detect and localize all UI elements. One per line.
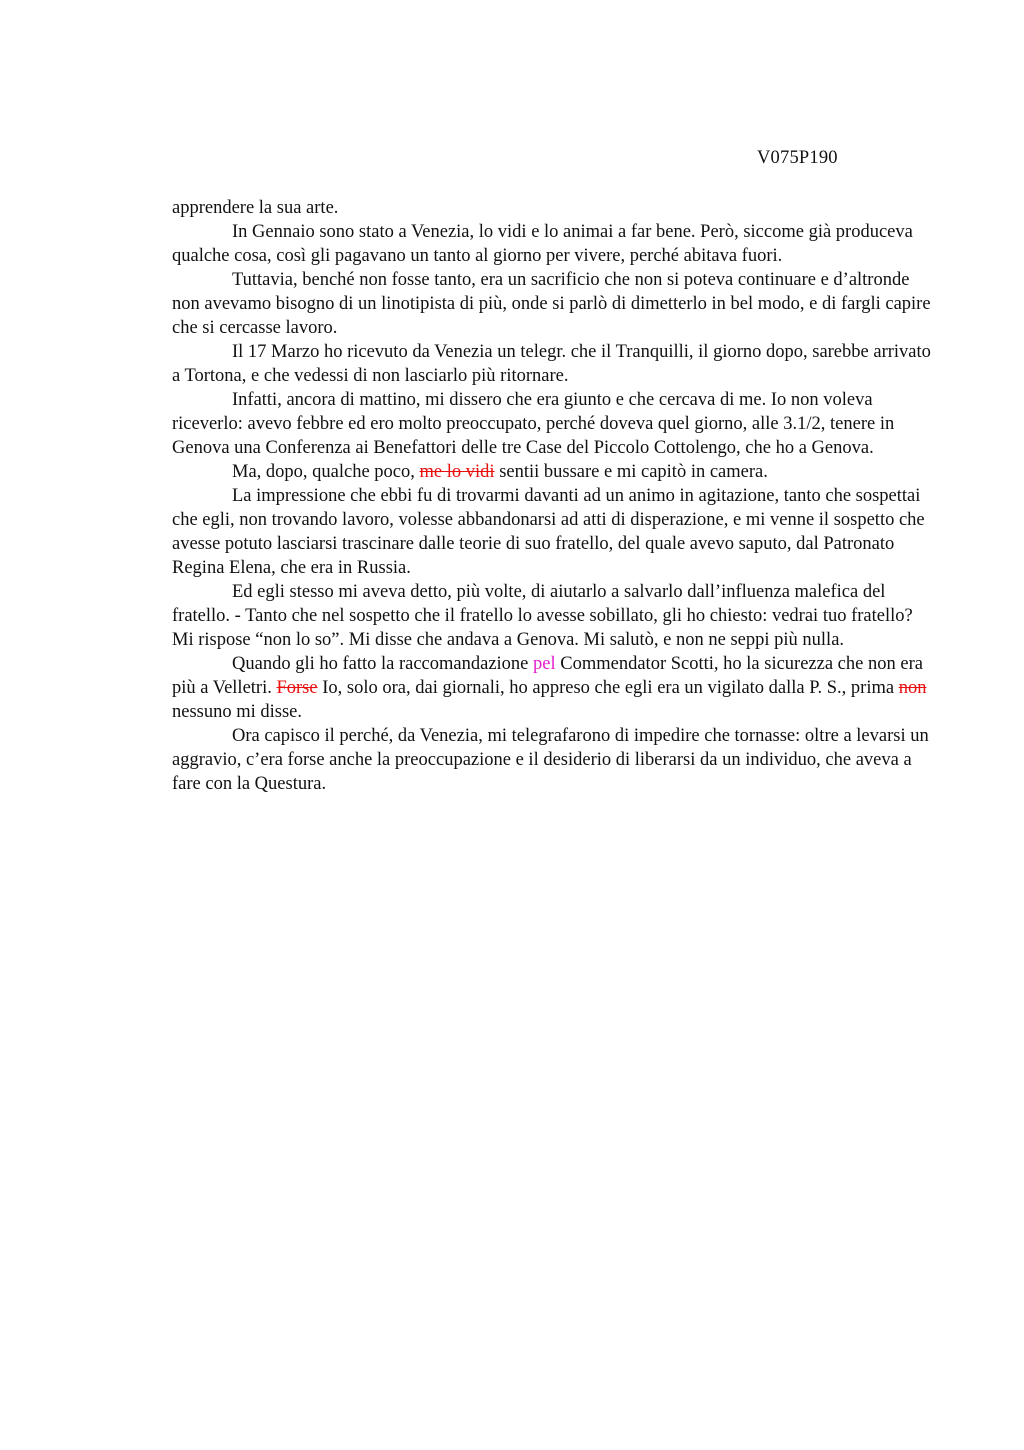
inserted-text: pel — [533, 654, 556, 674]
paragraph-6-text-after: sentii bussare e mi capitò in camera. — [494, 462, 768, 482]
paragraph-7: La impressione che ebbi fu di trovarmi davanti ad un animo in agitazione, tanto che sospettai che egli, non trovando lavoro, volesse abbandonarsi ad atti di disperazione, e mi venne il sospetto che avesse potuto lasciarsi trascinare dalle teorie di suo fratello, del quale avevo saputo, dal Patronato Regina Elena, che era in Russia. — [172, 486, 925, 578]
paragraph-8: Ed egli stesso mi aveva detto, più volte, di aiutarlo a salvarlo dall’influenza malefica del fratello. - Tanto che nel sospetto che il fratello lo avesse sobillato, gli ho chiesto: vedrai tuo fratello? Mi rispose “non lo so”. Mi disse che andava a Genova. Mi salutò, e non ne seppi più nulla. — [172, 582, 913, 650]
paragraph-6 — [172, 460, 932, 484]
document-body — [172, 196, 932, 796]
paragraph-6-text-before: Ma, dopo, qualche poco, — [232, 462, 420, 482]
deleted-text: non — [898, 678, 927, 698]
paragraph-9-part-4: nessuno mi disse. — [172, 702, 303, 722]
paragraph-4: Il 17 Marzo ho ricevuto da Venezia un telegr. che il Tranquilli, il giorno dopo, sarebbe arrivato a Tortona, e che vedessi di non lasciarlo più ritornare. — [172, 342, 931, 386]
paragraph-9 — [172, 652, 932, 724]
paragraph-5: Infatti, ancora di mattino, mi dissero che era giunto e che cercava di me. Io non voleva riceverlo: avevo febbre ed ero molto preoccupato, perché doveva quel giorno, alle 3.1/2, tenere in Genova una Conferenza ai Benefattori delle tre Case del Piccolo Cottolengo, che ho a Genova. — [172, 390, 895, 458]
paragraph-9-part-3: Io, solo ora, dai giornali, ho appreso che egli era un vigilato dalla P. S., prima — [317, 678, 899, 698]
paragraph-9-part-2: Commendator Scotti, ho la sicurezza che non era più a Velletri. — [172, 654, 923, 698]
paragraph-1: apprendere la sua arte. — [172, 198, 339, 218]
paragraph-10: Ora capisco il perché, da Venezia, mi telegrafarono di impedire che tornasse: oltre a levarsi un aggravio, c’era forse anche la preoccupazione e il desiderio di liberarsi da un individuo, che aveva a fare con la Questura. — [172, 726, 929, 794]
paragraph-9-part-1: Quando gli ho fatto la raccomandazione — [232, 654, 534, 674]
paragraph-2: In Gennaio sono stato a Venezia, lo vidi e lo animai a far bene. Però, siccome già produceva qualche cosa, così gli pagavano un tanto al giorno per vivere, perché abitava fuori. — [172, 222, 913, 266]
page-identifier: V075P190 — [757, 148, 838, 168]
paragraph-3: Tuttavia, benché non fosse tanto, era un sacrificio che non si poteva continuare e d’altronde non avevamo bisogno di un linotipista di più, onde si parlò di dimetterlo in bel modo, e di fargli capire che si cercasse lavoro. — [172, 270, 931, 338]
deleted-text: Forse — [276, 678, 318, 698]
deleted-text: me lo vidi — [419, 462, 495, 482]
